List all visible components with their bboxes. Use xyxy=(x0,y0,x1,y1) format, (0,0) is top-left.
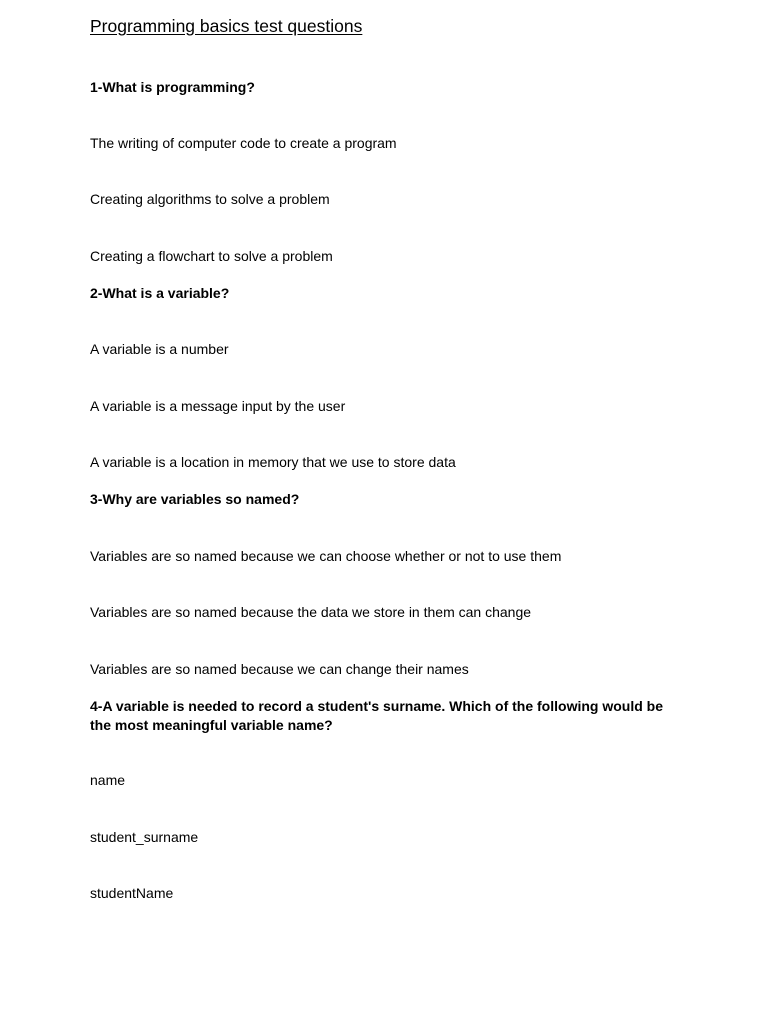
question-3: 3-Why are variables so named? xyxy=(90,491,300,507)
answer-2a: A variable is a number xyxy=(90,341,229,357)
answer-3a: Variables are so named because we can choose whether or not to use them xyxy=(90,548,562,564)
answer-1c: Creating a flowchart to solve a problem xyxy=(90,248,333,264)
answer-2b: A variable is a message input by the user xyxy=(90,398,346,414)
answer-3c: Variables are so named because we can change their names xyxy=(90,661,469,677)
answer-2c: A variable is a location in memory that we use to store data xyxy=(90,454,456,470)
question-1: 1-What is programming? xyxy=(90,79,255,95)
answer-1a: The writing of computer code to create a program xyxy=(90,135,397,151)
answer-4a: name xyxy=(90,772,126,788)
answer-1b: Creating algorithms to solve a problem xyxy=(90,191,330,207)
page-title: Programming basics test questions xyxy=(90,16,363,36)
question-4: 4-A variable is needed to record a student's surname. Which of the following would be the most meaningful variable name? xyxy=(90,698,664,733)
answer-4c: studentName xyxy=(90,885,174,901)
question-2: 2-What is a variable? xyxy=(90,285,230,301)
answer-4b: student_surname xyxy=(90,829,199,845)
answer-3b: Variables are so named because the data we store in them can change xyxy=(90,604,532,620)
